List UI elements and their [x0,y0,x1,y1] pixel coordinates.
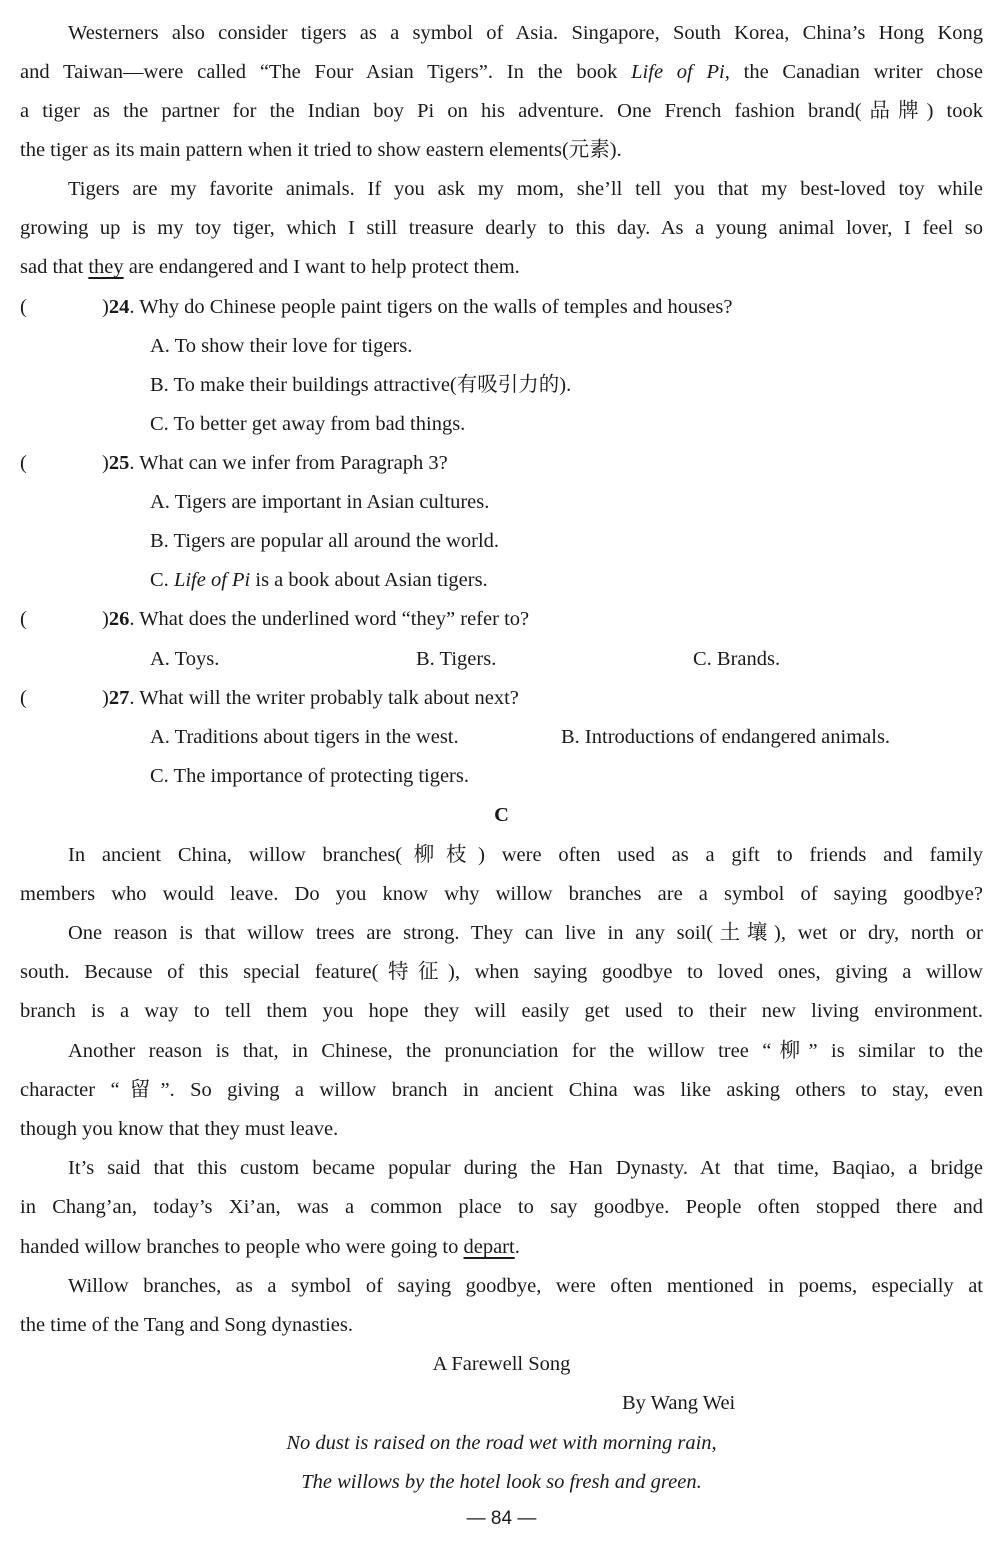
question-number: 27 [108,687,130,709]
question-text: . What does the underlined word “they” refer to? [129,608,530,630]
question-text: . What can we infer from Paragraph 3? [129,452,448,474]
page-number: — 84 — [466,1508,537,1529]
paragraph-line: growing up is my toy tiger, which I still treasure dearly to this day. As a young animal lover, I feel so [20,217,983,239]
text-span: is a book about Asian tigers. [250,569,488,591]
section-heading: C [494,804,509,826]
text-span: , the Canadian writer chose [724,61,983,83]
text-span: C. [150,569,174,591]
paragraph-line: the tiger as its main pattern when it tried to show eastern elements(元素). [20,139,622,161]
paragraph-line: Another reason is that, in Chinese, the pronunciation for the willow tree “柳” is similar to the [68,1040,983,1062]
answer-bracket[interactable]: ( [20,452,27,474]
paragraph-line: Tigers are my favorite animals. If you ask my mom, she’ll tell you that my best-loved toy while [68,178,983,200]
option-27b[interactable]: B. Introductions of endangered animals. [561,726,891,748]
option-25a[interactable]: A. Tigers are important in Asian cultures. [150,491,490,513]
question-number: 24 [108,296,130,318]
paragraph-line: in Chang’an, today’s Xi’an, was a common place to say goodbye. People often stopped there and [20,1196,983,1218]
book-title: Life of Pi [173,569,251,591]
paragraph-line: branch is a way to tell them you hope they will easily get used to their new living environment. [20,1000,983,1022]
paragraph-line: members who would leave. Do you know why willow branches are a symbol of saying goodbye? [20,883,983,905]
paragraph-line: Westerners also consider tigers as a symbol of Asia. Singapore, South Korea, China’s Hong Kong [68,22,983,44]
option-25b[interactable]: B. Tigers are popular all around the world. [150,530,500,552]
paragraph-line [20,248,983,287]
poem-title: A Farewell Song [432,1353,571,1375]
poem-author: By Wang Wei [622,1392,736,1414]
paragraph-line [20,53,983,92]
question-text: . What will the writer probably talk about next? [129,687,519,709]
text-span: . [514,1236,520,1258]
question-text: . Why do Chinese people paint tigers on the walls of temples and houses? [129,296,733,318]
option-24b[interactable]: B. To make their buildings attractive(有吸引力的). [150,374,572,396]
paragraph-line: the time of the Tang and Song dynasties. [20,1314,353,1336]
paragraph-line: character “留”. So giving a willow branch in ancient China was like asking others to stay, even [20,1079,983,1101]
question-number: 26 [108,608,130,630]
paragraph-line: a tiger as the partner for the Indian boy Pi on his adventure. One French fashion brand(品牌) took [20,100,983,122]
option-25c[interactable] [150,561,488,600]
question-number: 25 [108,452,130,474]
option-26a[interactable]: A. Toys. [150,648,220,670]
paragraph-line [20,1228,983,1267]
question-27: )27. What will the writer probably talk about next? [102,687,519,709]
question-25: )25. What can we infer from Paragraph 3? [102,452,448,474]
answer-bracket[interactable]: ( [20,608,27,630]
option-24a[interactable]: A. To show their love for tigers. [150,335,413,357]
option-24c[interactable]: C. To better get away from bad things. [150,413,466,435]
option-27c[interactable]: C. The importance of protecting tigers. [150,765,469,787]
paragraph-line: In ancient China, willow branches(柳枝) were often used as a gift to friends and family [68,844,983,866]
paragraph-line: south. Because of this special feature(特征), when saying goodbye to loved ones, giving a willow [20,961,983,983]
text-span: handed willow branches to people who were going to [20,1236,464,1258]
paragraph-line: Willow branches, as a symbol of saying goodbye, were often mentioned in poems, especially at [68,1275,983,1297]
answer-bracket[interactable]: ( [20,296,27,318]
option-26b[interactable]: B. Tigers. [416,648,497,670]
text-span: and Taiwan—were called “The Four Asian Tigers”. In the book [20,61,632,83]
poem-line: No dust is raised on the road wet with morning rain, [286,1432,717,1454]
book-title: Life of Pi [631,61,725,83]
text-span: are endangered and I want to help protect them. [123,256,520,278]
question-24: )24. Why do Chinese people paint tigers on the walls of temples and houses? [102,296,733,318]
option-27a[interactable]: A. Traditions about tigers in the west. [150,726,459,748]
underlined-word: they [88,256,124,278]
paragraph-line: One reason is that willow trees are strong. They can live in any soil(土壤), wet or dry, north or [68,922,983,944]
text-span: sad that [20,256,89,278]
underlined-word: depart [463,1236,515,1258]
answer-bracket[interactable]: ( [20,687,27,709]
paragraph-line: though you know that they must leave. [20,1118,339,1140]
option-26c[interactable]: C. Brands. [693,648,781,670]
poem-line: The willows by the hotel look so fresh and green. [301,1471,702,1493]
question-26: )26. What does the underlined word “they” refer to? [102,608,530,630]
paragraph-line: It’s said that this custom became popular during the Han Dynasty. At that time, Baqiao, a bridge [68,1157,983,1179]
